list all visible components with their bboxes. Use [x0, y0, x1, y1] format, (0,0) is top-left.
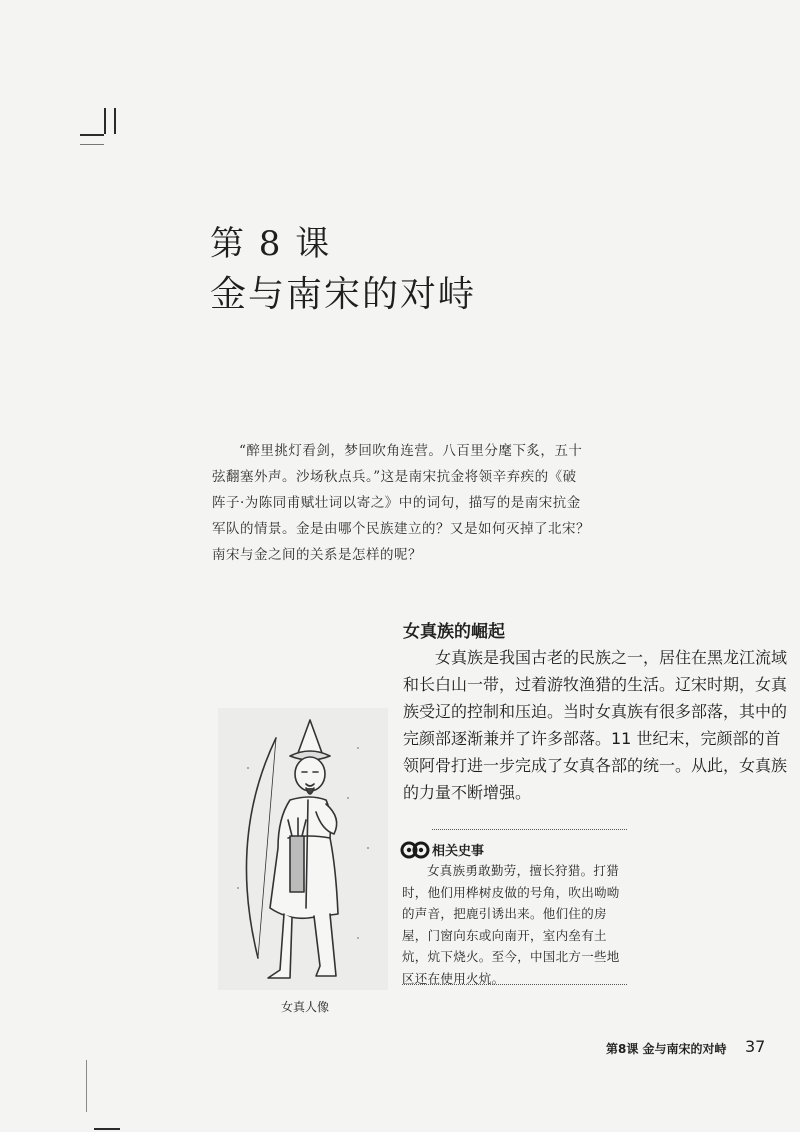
lesson-title: 金与南宋的对峙 [210, 274, 477, 315]
intro-paragraph: “醉里挑灯看剑，梦回吹角连营。八百里分麾下炙，五十弦翻塞外声。沙场秋点兵。”这是南宋抗金将领辛弃疾的《破阵子·为陈同甫赋壮词以寄之》中的词句，描写的是南宋抗金军队的情景。金是由哪个民族建立的？又是如何灭掉了北宋？南宋与金之间的关系是怎样的呢？ [212, 443, 590, 563]
section-heading: 女真族的崛起 [403, 622, 505, 642]
box-body: 女真族勇敢勤劳，擅长狩猎。打猎时，他们用桦树皮做的号角，吹出呦呦的声音，把鹿引诱出来。他们住的房屋，门窗向东或向南开，室内垒有土炕，炕下烧火。至今，中国北方一些地区还在使用火炕。 [402, 863, 620, 986]
jurchen-figure-illustration [218, 708, 388, 990]
lesson-number: 第 8 课 [210, 224, 332, 264]
box-bottom-rule [402, 984, 627, 985]
box-heading: 相关史事 [432, 844, 485, 859]
crop-mark-top-left-vertical-2 [114, 108, 116, 134]
margin-line-left [86, 1060, 87, 1112]
box-top-rule [432, 829, 627, 830]
page-number: 37 [745, 1037, 766, 1056]
crop-mark-top-left-lower [80, 144, 104, 145]
running-header: 第8课 金与南宋的对峙 [606, 1042, 727, 1056]
figure-caption: 女真人像 [281, 1000, 330, 1014]
crop-mark-top-left-vertical-1 [104, 108, 106, 134]
section-body: 女真族是我国古老的民族之一，居住在黑龙江流域和长白山一带，过着游牧渔猎的生活。辽宋时期，女真族受辽的控制和压迫。当时女真族有很多部落，其中的完颜部逐渐兼并了许多部落。11 世纪末，完颜部的首领阿骨打进一步完成了女真各部的统一。从此，女真族的力量不断增强。 [403, 648, 788, 802]
crop-mark-bottom-left [94, 1128, 120, 1130]
crop-mark-top-left-horizontal [80, 134, 104, 136]
